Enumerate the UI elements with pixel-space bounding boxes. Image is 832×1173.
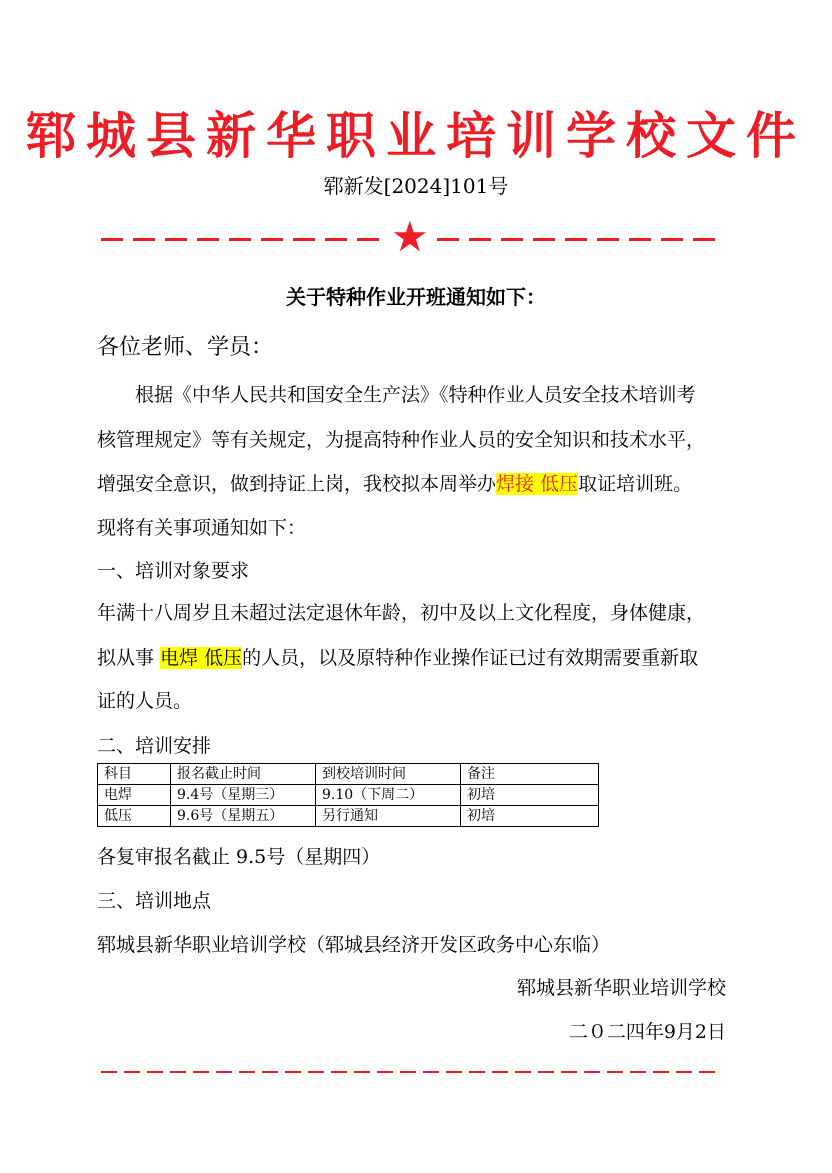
table-cell: 9.4号（星期三） — [171, 785, 316, 806]
footer-dash — [285, 1071, 301, 1073]
footer-dash — [170, 1071, 186, 1073]
header-cell: 科目 — [98, 764, 171, 785]
table-cell: 初培 — [461, 806, 599, 827]
section-1-line-3: 证的人员。 — [97, 690, 193, 712]
section-2-heading: 二、培训安排 — [97, 735, 212, 757]
footer-dash — [630, 1071, 646, 1073]
star-icon: ★ — [391, 212, 429, 261]
footer-dash — [584, 1071, 600, 1073]
footer-dash — [492, 1071, 508, 1073]
footer-dash — [147, 1071, 163, 1073]
training-location: 郓城县新华职业培训学校（郓城县经济开发区政务中心东临） — [97, 934, 611, 956]
section-1-line-1: 年满十八周岁且未超过法定退休年龄，初中及以上文化程度，身体健康， — [97, 602, 706, 624]
table-row — [98, 785, 599, 806]
subject-highlight: 电焊 低压 — [160, 647, 243, 669]
footer-dash — [400, 1071, 416, 1073]
footer-dash — [101, 1071, 117, 1073]
footer-dash — [607, 1071, 623, 1073]
course-highlight: 焊接 低压 — [496, 473, 579, 495]
intro-line-2: 核管理规定》等有关规定，为提高特种作业人员的安全知识和技术水平， — [97, 429, 706, 451]
footer-dash — [515, 1071, 531, 1073]
intro-line-3 — [97, 469, 692, 496]
header-cell: 备注 — [461, 764, 599, 785]
footer-dash — [446, 1071, 462, 1073]
section-1-line-2 — [97, 643, 698, 670]
document-title: 郓城县新华职业培训学校文件 — [26, 106, 806, 165]
intro-text-end: 取证培训班。 — [578, 473, 693, 495]
table-cell: 低压 — [98, 806, 171, 827]
header-cell: 报名截止时间 — [171, 764, 316, 785]
review-note: 各复审报名截止 9.5号（星期四） — [97, 846, 381, 868]
footer-dash — [239, 1071, 255, 1073]
table-row — [98, 806, 599, 827]
footer-dash — [561, 1071, 577, 1073]
footer-dash — [538, 1071, 554, 1073]
section-1-heading: 一、培训对象要求 — [97, 560, 250, 582]
table-cell: 9.10（下周二） — [316, 785, 461, 806]
table-cell: 初培 — [461, 785, 599, 806]
text: 拟从事 — [97, 647, 155, 669]
intro-line-1: 根据《中华人民共和国安全生产法》《特种作业人员安全技术培训考 — [135, 384, 696, 406]
signature: 郓城县新华职业培训学校 — [516, 977, 726, 999]
footer-dash — [699, 1071, 715, 1073]
document-number: 郓新发[2024]101号 — [323, 174, 509, 198]
issue-date: 二０二四年9月2日 — [568, 1021, 726, 1043]
footer-dash — [653, 1071, 669, 1073]
salutation: 各位老师、学员： — [97, 335, 274, 360]
text-end: 的人员，以及原特种作业操作证已过有效期需要重新取 — [242, 647, 699, 669]
intro-text: 增强安全意识，做到持证上岗，我校拟本周举办 — [97, 473, 497, 495]
section-3-heading: 三、培训地点 — [97, 890, 212, 912]
footer-dash — [262, 1071, 278, 1073]
notice-subject: 关于特种作业开班通知如下： — [286, 285, 546, 309]
footer-dash — [354, 1071, 370, 1073]
table-cell: 电焊 — [98, 785, 171, 806]
intro-line-4: 现将有关事项通知如下： — [97, 517, 307, 539]
schedule-table — [97, 763, 599, 827]
table-header-row — [98, 764, 599, 785]
footer-dash — [124, 1071, 140, 1073]
footer-dash — [377, 1071, 393, 1073]
footer-dash — [676, 1071, 692, 1073]
table-cell: 9.6号（星期五） — [171, 806, 316, 827]
footer-dash — [193, 1071, 209, 1073]
footer-dash — [331, 1071, 347, 1073]
footer-dash — [216, 1071, 232, 1073]
footer-dash — [308, 1071, 324, 1073]
table-cell: 另行通知 — [316, 806, 461, 827]
header-cell: 到校培训时间 — [316, 764, 461, 785]
footer-dash — [423, 1071, 439, 1073]
footer-dash — [469, 1071, 485, 1073]
